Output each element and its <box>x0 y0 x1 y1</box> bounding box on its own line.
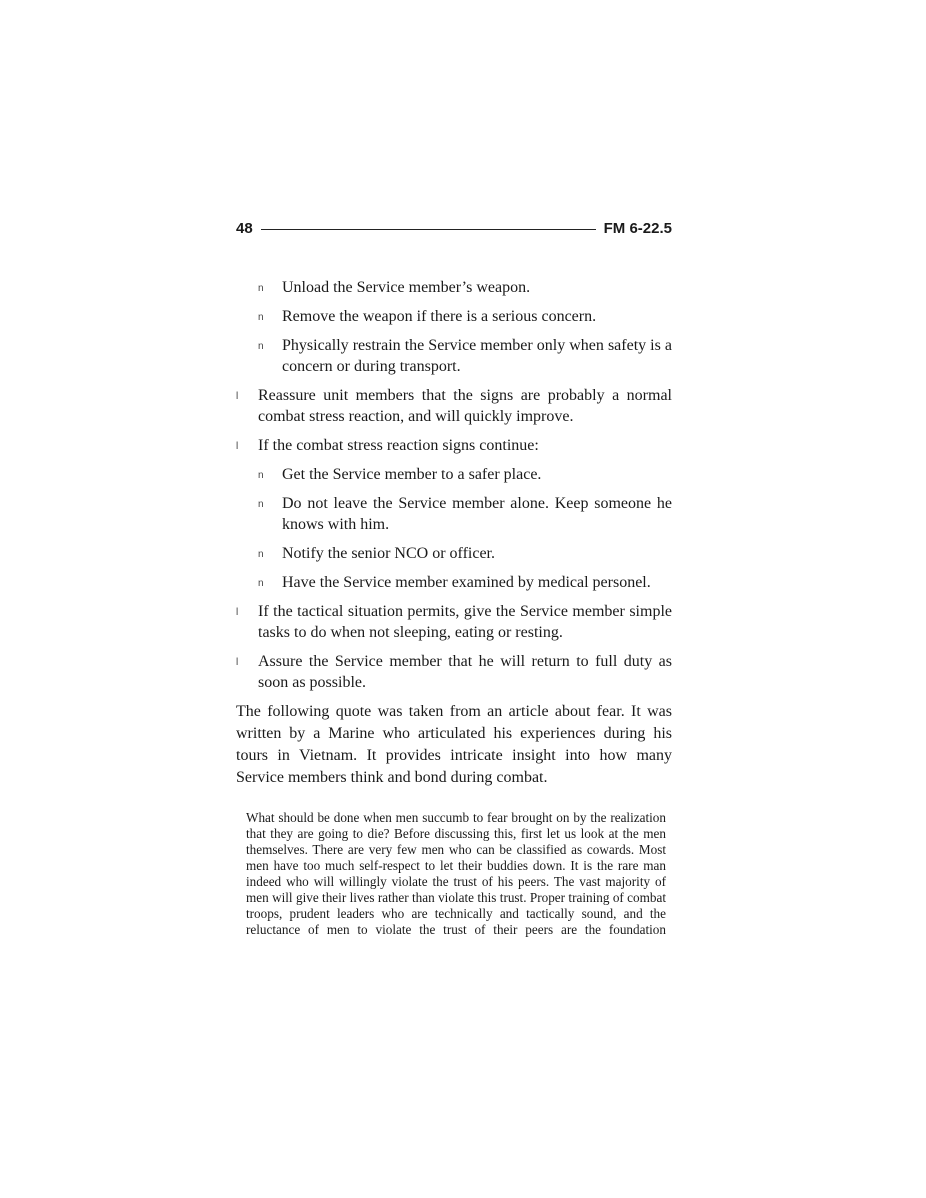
list-item <box>236 385 672 427</box>
bullet-marker: l <box>236 657 239 668</box>
list-item <box>236 277 672 298</box>
list-item-text: Have the Service member examined by medical personel. <box>282 574 651 591</box>
bullet-marker: n <box>258 578 264 589</box>
list-item <box>236 493 672 535</box>
document-id: FM 6-22.5 <box>603 219 672 237</box>
list-item <box>236 335 672 377</box>
list-item <box>236 601 672 643</box>
page-header <box>236 218 672 238</box>
bullet-list <box>236 277 672 693</box>
list-item <box>236 651 672 693</box>
list-item-text: Physically restrain the Service member only when safety is a concern or during transport. <box>282 337 672 375</box>
list-item-text: Reassure unit members that the signs are probably a normal combat stress reaction, and will quickly improve. <box>258 387 672 425</box>
list-item-text: Do not leave the Service member alone. Keep someone he knows with him. <box>282 495 672 533</box>
list-item-text: Unload the Service member’s weapon. <box>282 279 531 296</box>
bullet-marker: n <box>258 341 264 352</box>
list-item-text: If the tactical situation permits, give the Service member simple tasks to do when not sleeping, eating or resting. <box>258 603 672 641</box>
bullet-marker: n <box>258 312 264 323</box>
bullet-marker: n <box>258 470 264 481</box>
block-quote: What should be done when men succumb to fear brought on by the realization that they are going to die? Before discussing this, first let us look at the men themselves. There are very few men who can be classified as cowards. Most men have too much self-respect to let their buddies down. It is the rare man indeed who will willingly violate the trust of his peers. The vast majority of men will give their lives rather than violate this trust. Proper training of combat troops, prudent leaders who are technically and tactically sound, and the reluctance of men to violate the trust of their peers are the foundation <box>246 810 666 937</box>
page-body <box>236 277 672 951</box>
list-item <box>236 572 672 593</box>
bullet-marker: l <box>236 391 239 402</box>
bullet-marker: n <box>258 549 264 560</box>
list-item-text: Get the Service member to a safer place. <box>282 466 542 483</box>
list-item-text: Notify the senior NCO or officer. <box>282 545 495 562</box>
list-item <box>236 543 672 564</box>
list-item-text: If the combat stress reaction signs continue: <box>258 437 539 454</box>
list-item <box>236 435 672 456</box>
header-rule <box>261 229 596 230</box>
list-item <box>236 306 672 327</box>
intro-paragraph: The following quote was taken from an article about fear. It was written by a Marine who articulated his experiences during his tours in Vietnam. It provides intricate insight into how many Service members think and bond during combat. <box>236 703 672 786</box>
bullet-marker: l <box>236 607 239 618</box>
list-item <box>236 464 672 485</box>
bullet-marker: n <box>258 283 264 294</box>
bullet-marker: l <box>236 441 239 452</box>
list-item-text: Remove the weapon if there is a serious concern. <box>282 308 597 325</box>
bullet-marker: n <box>258 499 264 510</box>
list-item-text: Assure the Service member that he will return to full duty as soon as possible. <box>258 653 672 691</box>
page-number: 48 <box>236 219 253 237</box>
